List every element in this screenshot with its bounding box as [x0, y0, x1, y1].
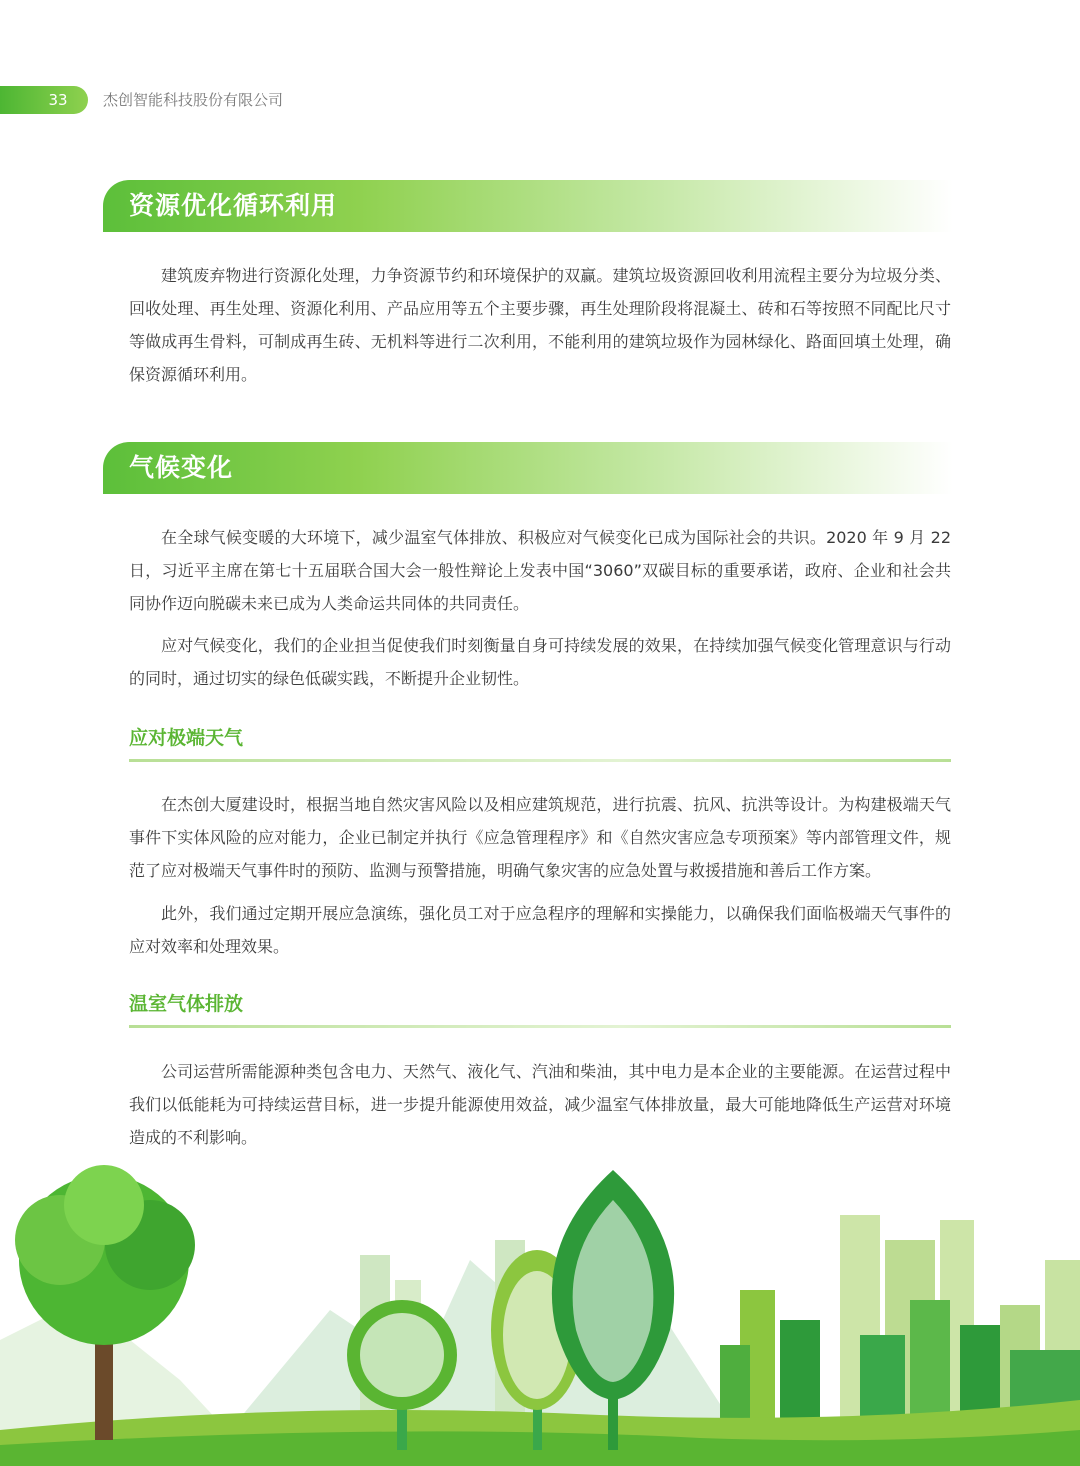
subsection-divider: [129, 1025, 951, 1028]
section-title: 气候变化: [129, 453, 234, 482]
paragraph: 此外，我们通过定期开展应急演练，强化员工对于应急程序的理解和实操能力，以确保我们面临极端天气事件的应对效率和处理效果。: [129, 904, 951, 956]
paragraph: 在杰创大厦建设时，根据当地自然灾害风险以及相应建筑规范，进行抗震、抗风、抗洪等设计。为构建极端天气事件下实体风险的应对能力，企业已制定并执行《应急管理程序》和《自然灾害应急专项预案》等内部管理文件，规范了应对极端天气事件时的预防、监测与预警措施，明确气象灾害的应急处置与救援措施和善后工作方案。: [129, 795, 951, 880]
page-number: 33: [48, 91, 68, 109]
tree-canopy-pattern: [360, 1313, 444, 1397]
page-number-tab: [0, 86, 88, 114]
subsection-title-ghg: 温室气体排放: [129, 993, 244, 1015]
paragraph: 建筑废弃物进行资源化处理，力争资源节约和环境保护的双赢。建筑垃圾资源回收利用流程主要分为垃圾分类、回收处理、再生处理、资源化利用、产品应用等五个主要步骤，再生处理阶段将混凝土、砖和石等按照不同配比尺寸等做成再生骨料，可制成再生砖、无机料等进行二次利用，不能利用的建筑垃圾作为园林绿化、路面回填土处理，确保资源循环利用。: [129, 266, 951, 384]
subsection-divider: [129, 759, 951, 762]
company-name: 杰创智能科技股份有限公司: [103, 91, 284, 109]
paragraph: 在全球气候变暖的大环境下，减少温室气体排放、积极应对气候变化已成为国际社会的共识。2020 年 9 月 22 日，习近平主席在第七十五届联合国大会一般性辩论上发表中国“3060”双碳目标的重要承诺，政府、企业和社会共同协作迈向脱碳未来已成为人类命运共同体的共同责任。: [129, 528, 951, 613]
subsection-title-extreme-weather: 应对极端天气: [129, 727, 244, 749]
section-banner-climate: [103, 442, 953, 494]
green-city-trees-illustration: [0, 1160, 1080, 1466]
paragraph: 应对气候变化，我们的企业担当促使我们时刻衡量自身可持续发展的效果，在持续加强气候变化管理意识与行动的同时，通过切实的绿色低碳实践，不断提升企业韧性。: [129, 636, 951, 688]
tree-canopy: [64, 1165, 144, 1245]
section-banner-resources: [103, 180, 953, 232]
paragraph: 公司运营所需能源种类包含电力、天然气、液化气、汽油和柴油，其中电力是本企业的主要能源。在运营过程中我们以低能耗为可持续运营目标，进一步提升能源使用效益，减少温室气体排放量，最大可能地降低生产运营对环境造成的不利影响。: [129, 1062, 951, 1147]
section-title: 资源优化循环利用: [129, 191, 338, 220]
